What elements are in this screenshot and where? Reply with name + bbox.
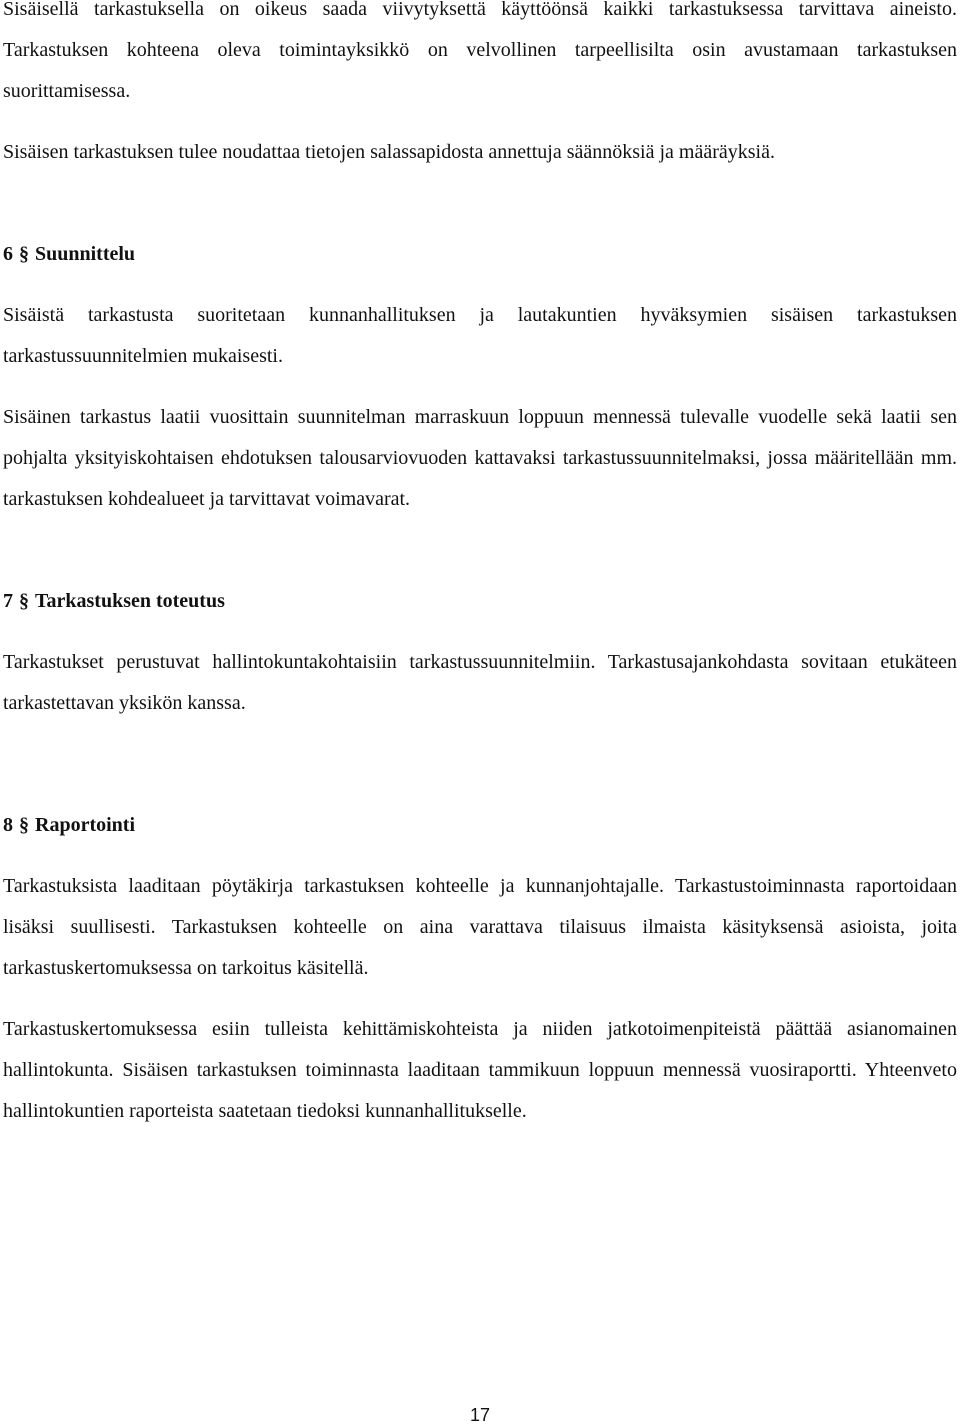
section-7-symbol: § (19, 590, 29, 612)
page-number: 17 (469, 1405, 491, 1425)
section-7-title: Tarkastuksen toteutus (35, 590, 225, 612)
section-8-title: Raportointi (35, 814, 135, 836)
document-page (3, 0, 957, 1132)
section-8-heading (3, 805, 957, 846)
section-6-symbol: § (19, 243, 29, 265)
section-6-title: Suunnittelu (35, 243, 136, 265)
section-7-number: 7 (3, 590, 13, 612)
section-8-paragraph-2: Tarkastuskertomuksessa esiin tulleista kehittämiskohteista ja niiden jatkotoimenpiteistä päättää asianomainen hallintokunta. Sisäisen tarkastuksen toiminnasta laaditaan tammikuun loppuun mennessä vuosiraportti. Yhteenveto hallintokuntien raporteista saatetaan tiedoksi kunnanhallitukselle. (3, 1018, 957, 1122)
section-6-number: 6 (3, 243, 13, 265)
section-6-paragraph-2: Sisäinen tarkastus laatii vuosittain suunnitelman marraskuun loppuun mennessä tulevalle vuodelle sekä laatii sen pohjalta yksityiskohtaisen ehdotuksen talousarviovuoden kattavaksi tarkastussuunnitelmaksi, jossa määritellään mm. tarkastuksen kohdealueet ja tarvittavat voimavarat. (3, 406, 957, 510)
section-6-paragraph-1: Sisäistä tarkastusta suoritetaan kunnanhallituksen ja lautakuntien hyväksymien sisäisen tarkastuksen tarkastussuunnitelmien mukaisesti. (3, 304, 957, 367)
section-8-symbol: § (19, 814, 29, 836)
intro-paragraph-1: Sisäisellä tarkastuksella on oikeus saada viivytyksettä käyttöönsä kaikki tarkastuksessa tarvittava aineisto. Tarkastuksen kohteena oleva toimintayksikkö on velvollinen tarpeellisilta osin avustamaan tarkastuksen suorittamisessa. (3, 0, 957, 102)
section-6-heading (3, 234, 957, 275)
section-8-paragraph-1: Tarkastuksista laaditaan pöytäkirja tarkastuksen kohteelle ja kunnanjohtajalle. Tarkastustoiminnasta raportoidaan lisäksi suullisesti. Tarkastuksen kohteelle on aina varattava tilaisuus ilmaista käsityksensä asioista, joita tarkastuskertomuksessa on tarkoitus käsitellä. (3, 875, 957, 979)
intro-paragraph-2: Sisäisen tarkastuksen tulee noudattaa tietojen salassapidosta annettuja säännöksiä ja määräyksiä. (3, 141, 775, 163)
section-8-number: 8 (3, 814, 13, 836)
section-7-heading (3, 581, 957, 622)
section-7-paragraph-1-text: Tarkastukset perustuvat hallintokuntakohtaisiin tarkastussuunnitelmiin. Tarkastusajankohdasta sovitaan etukäteen tarkastettavan yksikön kanssa. (3, 651, 957, 714)
